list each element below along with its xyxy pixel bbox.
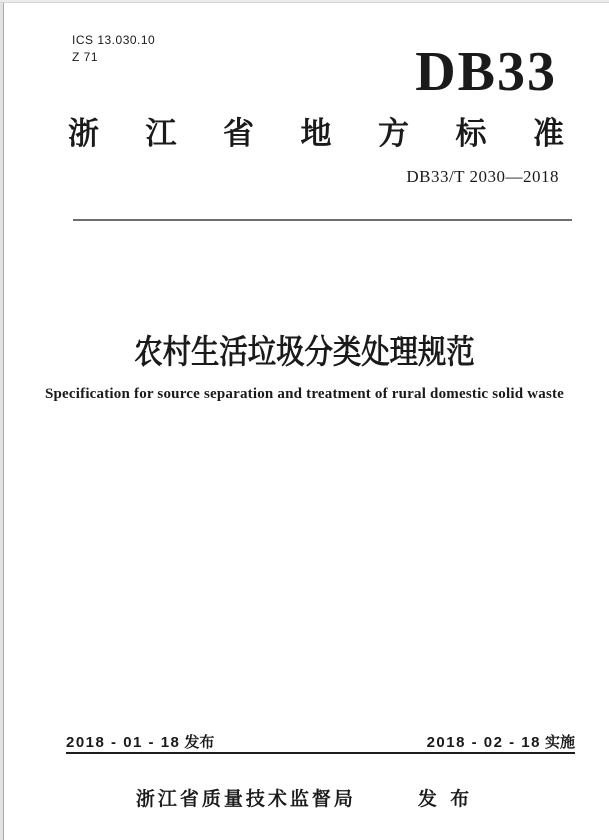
implement-date-block (427, 734, 575, 751)
standard-type-text (68, 115, 564, 153)
standard-title-english: Specification for source separation and treatment of rural domestic solid waste (44, 386, 565, 402)
standard-type-char: 地 (300, 116, 332, 151)
ics-code: ICS 13.030.10 (72, 33, 156, 47)
publish-date-block (66, 734, 214, 751)
publish-date: 2018 - 01 - 18 (66, 734, 181, 751)
publish-label: 发布 (184, 734, 215, 751)
issue-label: 发 布 (417, 789, 474, 810)
standard-type-char: 省 (223, 116, 254, 151)
standard-type-char: 江 (145, 116, 177, 151)
dates-underline-rule (66, 752, 575, 754)
standard-type-name (68, 115, 564, 153)
standard-code: DB33/T 2030—2018 (406, 167, 559, 186)
implement-label: 实施 (544, 734, 575, 751)
issuer-row (51, 789, 558, 811)
implement-date: 2018 - 02 - 18 (426, 734, 541, 751)
standard-type-char: 标 (455, 116, 487, 151)
ics-classification-block (72, 32, 155, 66)
standard-type-char: 准 (533, 116, 564, 151)
scan-edge-left (0, 0, 4, 840)
header-divider-rule (73, 219, 572, 221)
scan-edge-top (0, 0, 609, 3)
standard-mark-db33: DB33 (415, 41, 557, 103)
issuing-authority: 浙江省质量技术监督局 (135, 789, 356, 810)
standard-type-char: 方 (378, 116, 409, 151)
document-class-code: Z 71 (72, 50, 99, 64)
dates-row (66, 734, 575, 751)
standard-type-char: 浙 (68, 116, 99, 151)
standard-title-chinese: 农村生活垃圾分类处理规范 (134, 333, 475, 370)
